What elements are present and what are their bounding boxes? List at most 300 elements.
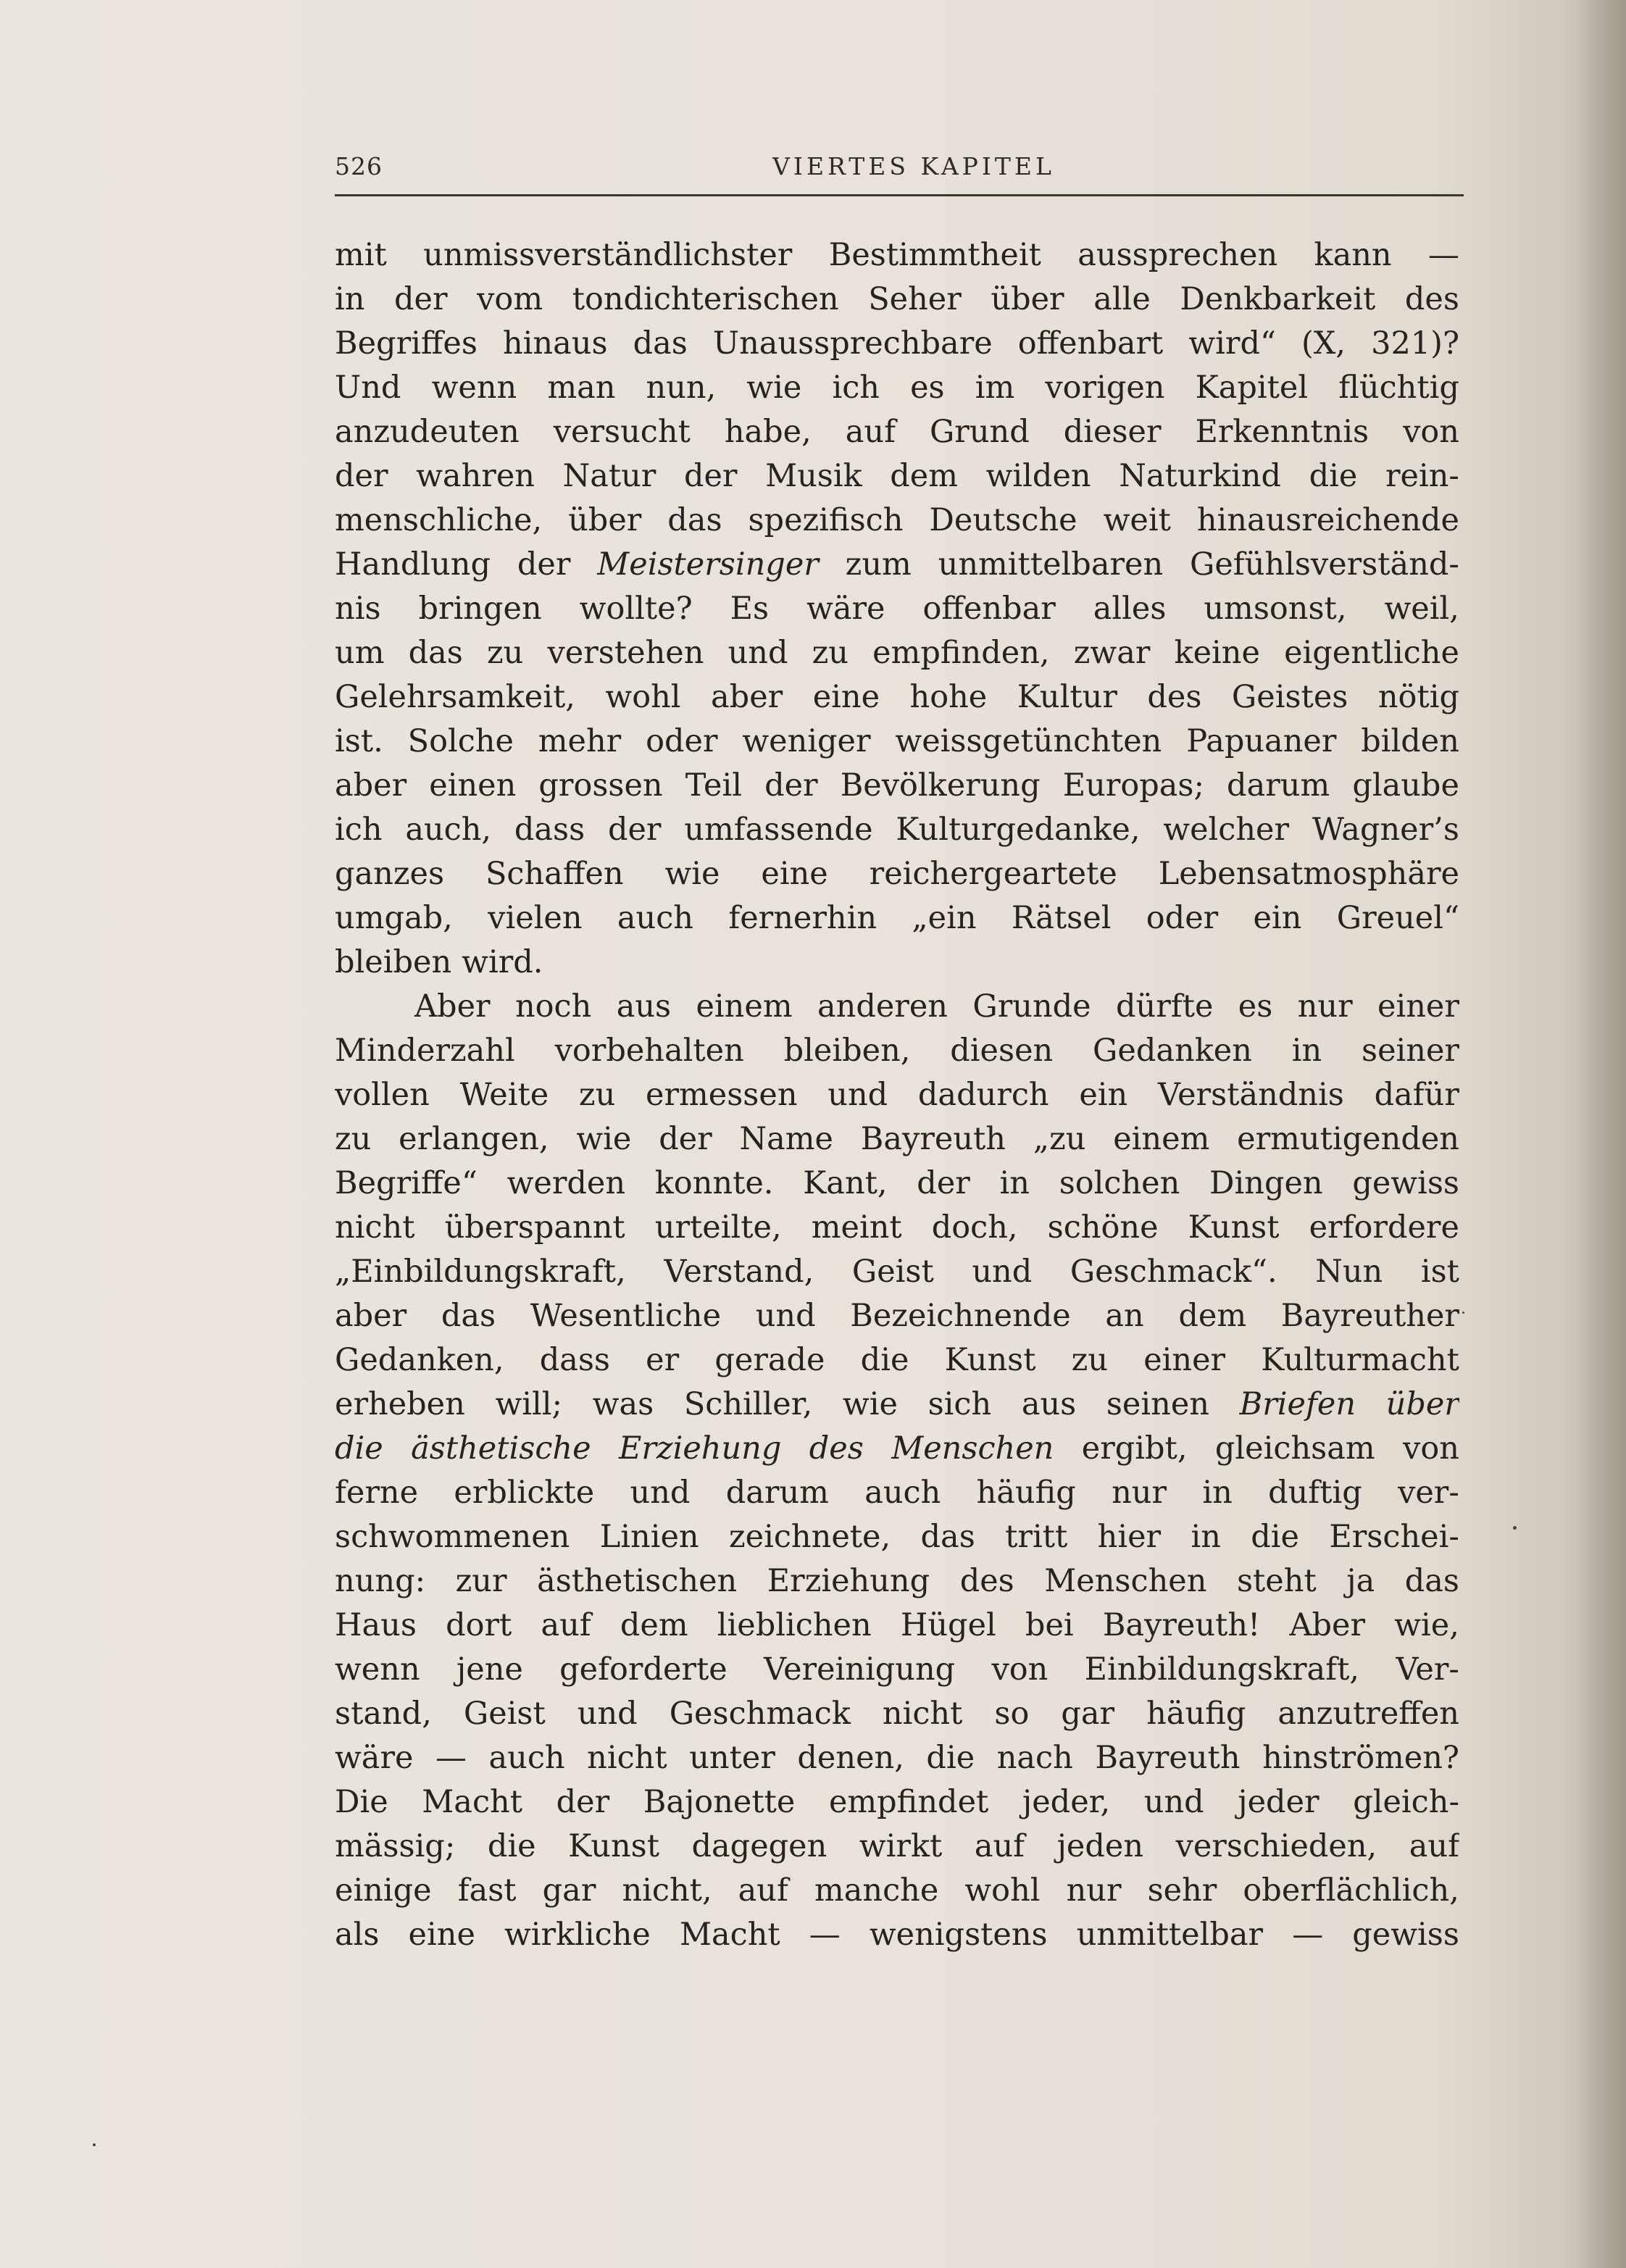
word: einer [1377, 988, 1459, 1025]
word: und [972, 1254, 1033, 1290]
word: vorbehalten [554, 1033, 744, 1069]
text-line [335, 1383, 1459, 1427]
word: gleich- [1353, 1784, 1459, 1820]
text-line [335, 410, 1459, 454]
word: umgab, [335, 900, 453, 936]
text-line [335, 1913, 1459, 1957]
word: man [547, 370, 616, 406]
word: schöne [1047, 1209, 1159, 1246]
word: Aber [1289, 1607, 1366, 1643]
word: ermessen [646, 1077, 798, 1113]
word: unmissverständlichster [423, 237, 793, 273]
word: vollen [335, 1077, 430, 1113]
word: erfordere [1309, 1209, 1459, 1246]
word: Ver- [1396, 1651, 1459, 1688]
word: erblickte [454, 1475, 595, 1511]
word: „zu [1033, 1121, 1086, 1157]
word: auch, [405, 812, 492, 848]
word: der [764, 767, 818, 804]
word: einer [1143, 1342, 1226, 1378]
word: Bayreuth [1095, 1740, 1241, 1776]
word: Erziehung [618, 1430, 782, 1467]
text-line [335, 1780, 1459, 1825]
word: es [910, 370, 945, 406]
word: unmittelbar [1076, 1917, 1264, 1953]
word: und [577, 1696, 638, 1732]
text-line [335, 1206, 1459, 1250]
word: Geistes [1231, 679, 1348, 715]
word: nis [335, 591, 381, 627]
word: dieser [1063, 414, 1162, 450]
text-line [335, 1073, 1459, 1117]
text-line [335, 233, 1459, 278]
word: urteilte, [654, 1209, 782, 1246]
word: Kant, [803, 1165, 888, 1201]
word: nur [1112, 1475, 1167, 1511]
word: werden [506, 1165, 626, 1201]
text-line [335, 852, 1459, 896]
word: ergibt, [1081, 1430, 1188, 1467]
text-line [335, 1162, 1459, 1206]
word: hinausreichende [1196, 502, 1459, 538]
text-line [335, 1338, 1459, 1383]
word: wahren [416, 458, 535, 494]
word: nur [1297, 988, 1353, 1025]
word: gar [1061, 1696, 1115, 1732]
word: und [630, 1475, 691, 1511]
word: aber [335, 767, 407, 804]
word: jene [456, 1651, 523, 1688]
word: in [335, 281, 365, 317]
word: Grund [929, 414, 1030, 450]
word: — [1292, 1917, 1324, 1953]
word: stand, [335, 1696, 432, 1732]
word: dagegen [691, 1828, 827, 1864]
word: Kulturmacht [1261, 1342, 1459, 1378]
word: Rätsel [1011, 900, 1112, 936]
word: alle [1093, 281, 1151, 317]
word: und [827, 1077, 888, 1113]
word: und [1143, 1784, 1204, 1820]
word: ästhetische [411, 1430, 591, 1467]
word: Einbildungskraft, [1084, 1651, 1360, 1688]
word: Schiller, [683, 1386, 813, 1422]
word: Bayreuth! [1102, 1607, 1261, 1643]
word: Gedanken, [335, 1342, 504, 1378]
word: der [659, 1121, 712, 1157]
word: dem [620, 1607, 688, 1643]
paper-speck [93, 2143, 96, 2146]
word: Deutsche [929, 502, 1077, 538]
word: empfindet [828, 1784, 989, 1820]
text-line [335, 1250, 1459, 1294]
word: an [1105, 1298, 1144, 1334]
word: manche [814, 1872, 939, 1909]
word: doch, [931, 1209, 1018, 1246]
text-line [335, 1869, 1459, 1913]
running-head [335, 145, 1464, 191]
word: Kunst [1188, 1209, 1280, 1246]
word: alles [1093, 591, 1167, 627]
word: offenbar [922, 591, 1056, 627]
word: mässig; [335, 1828, 456, 1864]
word: umfassende [684, 812, 873, 848]
text-line [335, 1294, 1459, 1338]
text-line [335, 764, 1459, 808]
chapter-title: VIERTES KAPITEL [772, 152, 1055, 180]
text-line [335, 1515, 1459, 1559]
word: Haus [335, 1607, 417, 1643]
word: wohl [605, 679, 681, 715]
text-line [335, 808, 1459, 852]
word: Menschen [891, 1430, 1054, 1467]
word: ja [1346, 1563, 1375, 1599]
word: in [999, 1165, 1030, 1201]
word: gewiss [1352, 1165, 1459, 1201]
text-line [335, 631, 1459, 675]
word: seiner [1362, 1033, 1459, 1069]
word: hinströmen? [1262, 1740, 1459, 1776]
word: tritt [1005, 1519, 1068, 1555]
word: wie [664, 856, 720, 892]
word: der [517, 546, 571, 583]
word: in [1202, 1475, 1233, 1511]
word: Linien [599, 1519, 699, 1555]
word: wirkt [859, 1828, 943, 1864]
body-text [335, 233, 1459, 1972]
word: zeichnete, [729, 1519, 891, 1555]
word: über [1385, 1386, 1459, 1422]
word: dafür [1374, 1077, 1459, 1113]
word: Begriffes [335, 325, 478, 362]
word: Kulturgedanke, [896, 812, 1141, 848]
word: Es [730, 591, 770, 627]
word: Verstand, [664, 1254, 814, 1290]
word: der [335, 458, 388, 494]
word: konnte. [654, 1165, 774, 1201]
word: Gelehrsamkeit, [335, 679, 575, 715]
word: über [991, 281, 1064, 317]
word: Vereinigung [763, 1651, 956, 1688]
word: „Einbildungskraft, [335, 1254, 626, 1290]
word: nötig [1377, 679, 1459, 715]
word: umsonst, [1204, 591, 1347, 627]
word: dem [1178, 1298, 1247, 1334]
word: nung: [335, 1563, 426, 1599]
word: auf [738, 1872, 788, 1909]
word: Gefühlsverständ- [1190, 546, 1459, 583]
word: wenn [431, 370, 517, 406]
text-line [335, 1029, 1459, 1073]
word: Verständnis [1158, 1077, 1344, 1113]
text-line [335, 985, 1459, 1029]
word: Die [335, 1784, 388, 1820]
word: um [335, 635, 385, 671]
word: jeder, [1022, 1784, 1111, 1820]
word: einen [429, 767, 517, 804]
text-line [335, 587, 1459, 631]
word: fernerhin [728, 900, 877, 936]
word: darum [1227, 767, 1330, 804]
word: so [994, 1696, 1030, 1732]
word: zum [845, 546, 912, 583]
header-rule [335, 194, 1464, 196]
word: Minderzahl [335, 1033, 515, 1069]
word: flüchtig [1338, 370, 1459, 406]
word: bleiben, [783, 1033, 911, 1069]
word: gerade [714, 1342, 825, 1378]
word: nicht, [622, 1872, 712, 1909]
word: weissgetünchten [895, 723, 1162, 759]
word: die [1309, 458, 1358, 494]
word: Erkenntnis [1195, 414, 1369, 450]
word: Kapitel [1195, 370, 1309, 406]
word: oberflächlich, [1243, 1872, 1459, 1909]
paper-speck [1513, 1526, 1517, 1530]
word: dort [446, 1607, 512, 1643]
word: aus [1021, 1386, 1077, 1422]
word: Kultur [1017, 679, 1117, 715]
text-line [335, 1825, 1459, 1869]
word: denen, [797, 1740, 904, 1776]
word: bei [1025, 1607, 1074, 1643]
word: eigentliche [1284, 635, 1459, 671]
text-line [335, 366, 1459, 410]
word: zu [578, 1077, 616, 1113]
word: menschliche, [335, 502, 543, 538]
word: und [727, 635, 788, 671]
word: Europas; [1062, 767, 1204, 804]
word: ein [1079, 1077, 1128, 1113]
word: wirkliche [504, 1917, 651, 1953]
word: mehr [538, 723, 622, 759]
word: ich [335, 812, 383, 848]
word: Bezeichnende [850, 1298, 1071, 1334]
word: vom [477, 281, 543, 317]
word: oder [1146, 900, 1219, 936]
word: Geschmack [669, 1696, 851, 1732]
word: und [755, 1298, 816, 1334]
word: noch [514, 988, 592, 1025]
word: bilden [1361, 723, 1459, 759]
text-line [335, 322, 1459, 366]
word: die [926, 1740, 975, 1776]
word: Wagner’s [1312, 812, 1459, 848]
word: wie [576, 1121, 632, 1157]
word: Name [739, 1121, 833, 1157]
word: diesen [950, 1033, 1054, 1069]
text-line [335, 278, 1459, 322]
word: Geschmack“. [1070, 1254, 1277, 1290]
word: rein- [1385, 458, 1459, 494]
word: aussprechen [1077, 237, 1278, 273]
word: von [1403, 1430, 1459, 1467]
word: schwommenen [335, 1519, 570, 1555]
word: der [683, 458, 738, 494]
word: ganzes [335, 856, 445, 892]
word: anzudeuten [335, 414, 520, 450]
word: die [335, 1430, 383, 1467]
word: ästhetischen [537, 1563, 738, 1599]
word: einem [696, 988, 793, 1025]
word: mit [335, 237, 387, 273]
word: der [917, 1165, 970, 1201]
word: Gedanken [1093, 1033, 1252, 1069]
word: zwar [1073, 635, 1151, 671]
word: dadurch [917, 1077, 1049, 1113]
word: Schaffen [485, 856, 624, 892]
word: auf [845, 414, 896, 450]
word: des [1147, 679, 1202, 715]
word: weit [1103, 502, 1171, 538]
word: Briefen [1239, 1386, 1356, 1422]
word: des [809, 1430, 864, 1467]
word: auch [864, 1475, 941, 1511]
word: empfinden, [872, 635, 1050, 671]
word: ich [832, 370, 880, 406]
text-line [335, 1692, 1459, 1736]
word: von [1403, 414, 1459, 450]
word: aber [711, 679, 783, 715]
word: häufig [1146, 1696, 1246, 1732]
word: wie, [1394, 1607, 1459, 1643]
word: Unaussprechbare [712, 325, 993, 362]
text-line [335, 454, 1459, 499]
word: Dingen [1209, 1165, 1323, 1201]
word: nun, [646, 370, 717, 406]
word: Lebensatmosphäre [1158, 856, 1459, 892]
word: wie [842, 1386, 898, 1422]
word: — [1427, 237, 1459, 273]
word: es [1238, 988, 1273, 1025]
word: wäre [806, 591, 885, 627]
word: gar [542, 1872, 596, 1909]
word: 321)? [1371, 325, 1459, 362]
word: Bestimmtheit [828, 237, 1041, 273]
word: eine [761, 856, 828, 892]
word: darum [725, 1475, 829, 1511]
word: einem [1113, 1121, 1210, 1157]
word: das [441, 1298, 496, 1334]
word: verstehen [547, 635, 704, 671]
word: vorigen [1045, 370, 1165, 406]
word: Erschei- [1329, 1519, 1459, 1555]
text-line [335, 675, 1459, 720]
word: unter [689, 1740, 775, 1776]
word: Grunde [972, 988, 1091, 1025]
text-line [335, 941, 1459, 985]
word: zu [486, 635, 524, 671]
word: vielen [488, 900, 583, 936]
word: wenigstens [869, 1917, 1048, 1953]
text-line [335, 1736, 1459, 1780]
word: gewiss [1352, 1917, 1459, 1953]
word: nicht [335, 1209, 415, 1246]
word: Weite [459, 1077, 549, 1113]
word: die [487, 1828, 536, 1864]
word: Begriffe“ [335, 1165, 478, 1201]
word: — [809, 1917, 841, 1953]
word: reichergeartete [869, 856, 1117, 892]
word: das [667, 502, 722, 538]
word: Solche [407, 723, 514, 759]
word: die [860, 1342, 909, 1378]
page-edge-shadow [1561, 0, 1626, 2268]
word: eine [812, 679, 880, 715]
word: Natur [562, 458, 656, 494]
word: ein [1253, 900, 1302, 936]
word: das [408, 635, 463, 671]
word: Macht [422, 1784, 523, 1820]
text-line [335, 499, 1459, 543]
word: Bayreuther [1280, 1298, 1459, 1334]
word: was [592, 1386, 654, 1422]
word: Geist [463, 1696, 546, 1732]
word: häufig [976, 1475, 1076, 1511]
word: Menschen [1044, 1563, 1207, 1599]
word: ist. [335, 723, 383, 759]
word: spezifisch [748, 502, 904, 538]
word: (X, [1301, 325, 1346, 362]
word: „ein [912, 900, 977, 936]
word: auf [541, 1607, 591, 1643]
text-line [335, 1471, 1459, 1515]
word: jeder [1238, 1784, 1319, 1820]
word: verschieden, [1175, 1828, 1377, 1864]
word: duftig [1268, 1475, 1362, 1511]
word: Greuel“ [1336, 900, 1459, 936]
word: wie [746, 370, 802, 406]
word: gleichsam [1214, 1430, 1375, 1467]
word: wenn [335, 1651, 420, 1688]
word: dürfte [1116, 988, 1214, 1025]
text-line [335, 543, 1459, 587]
word: oder [646, 723, 718, 759]
word: nicht [587, 1740, 667, 1776]
word: Wesentliche [530, 1298, 722, 1334]
word: nur [1066, 1872, 1122, 1909]
word: Bayreuth [860, 1121, 1006, 1157]
text-line [335, 1648, 1459, 1692]
word: Denkbarkeit [1180, 281, 1376, 317]
word: weil, [1384, 591, 1459, 627]
word: aber [335, 1298, 407, 1334]
word: erlangen, [399, 1121, 549, 1157]
word: welcher [1163, 812, 1290, 848]
paper-speck [1462, 1312, 1464, 1314]
word: das [920, 1519, 975, 1555]
word: als [335, 1917, 380, 1953]
word: hohe [909, 679, 988, 715]
word: fast [457, 1872, 517, 1909]
word: Handlung [335, 546, 491, 583]
word: jeden [1056, 1828, 1144, 1864]
word: glaube [1352, 767, 1459, 804]
word: Kunst [944, 1342, 1036, 1378]
word: der [556, 1784, 610, 1820]
word: von [991, 1651, 1048, 1688]
word: Macht [679, 1917, 780, 1953]
word: Bevölkerung [840, 767, 1041, 804]
word: auch [488, 1740, 565, 1776]
word: sich [927, 1386, 992, 1422]
word: sehr [1147, 1872, 1217, 1909]
word: dass [539, 1342, 610, 1378]
word: wäre [335, 1740, 414, 1776]
word: ver- [1398, 1475, 1459, 1511]
word: ferne [335, 1475, 419, 1511]
word: dass [514, 812, 585, 848]
